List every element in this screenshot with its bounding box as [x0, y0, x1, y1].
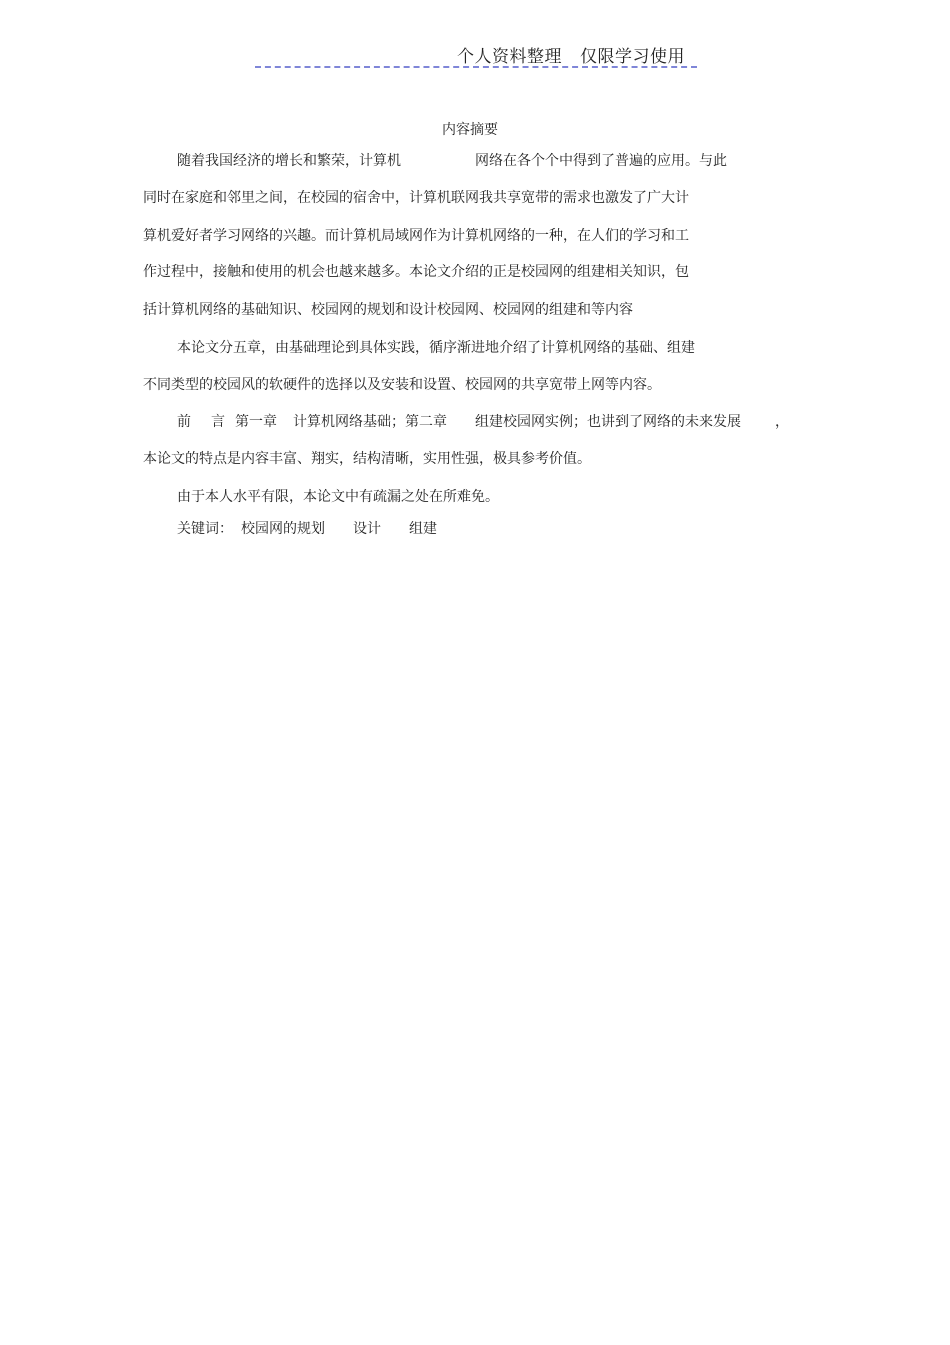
- para1-line1-b: 网络在各个个中得到了普遍的应用。与此: [475, 153, 727, 169]
- page-header: [255, 40, 697, 68]
- header-part1: 个人资料整理: [457, 47, 562, 67]
- para2-line1: 本论文分五章，由基础理论到具体实践，循序渐进地介绍了计算机网络的基础、组建: [177, 340, 695, 356]
- para4-line: 由于本人水平有限，本论文中有疏漏之处在所难免。: [177, 489, 499, 505]
- keywords-label: 关键词：: [177, 521, 233, 537]
- header-text: [457, 42, 685, 67]
- para1-line1: [177, 152, 727, 170]
- para1-line5: 括计算机网络的基础知识、校园网的规划和设计校园网、校园网的组建和等内容: [143, 302, 633, 318]
- para3-b: 言: [211, 414, 225, 430]
- para3-a: 前: [177, 414, 191, 430]
- para3-e: 组建校园网实例；也讲到了网络的未来发展: [475, 414, 741, 430]
- keyword-2: 设计: [353, 521, 381, 537]
- para1-line1-a: 随着我国经济的增长和繁荣，计算机: [177, 153, 401, 169]
- para1-line2: 同时在家庭和邻里之间，在校园的宿舍中，计算机联网我共享宽带的需求也激发了广大计: [143, 190, 689, 206]
- para1-line3: 算机爱好者学习网络的兴趣。而计算机局域网作为计算机网络的一种，在人们的学习和工: [143, 228, 689, 244]
- para3-c: 第一章: [235, 414, 277, 430]
- keyword-3: 组建: [409, 521, 437, 537]
- para2-line2: 不同类型的校园风的软硬件的选择以及安装和设置、校园网的共享宽带上网等内容。: [143, 377, 661, 393]
- abstract-title: 内容摘要: [442, 122, 498, 138]
- header-part2: 仅限学习使用: [580, 47, 685, 67]
- para1-line4: 作过程中，接触和使用的机会也越来越多。本论文介绍的正是校园网的组建相关知识，包: [143, 264, 689, 280]
- para3-f: ，: [775, 414, 789, 430]
- para3-line2: 本论文的特点是内容丰富、翔实，结构清晰，实用性强，极具参考价值。: [143, 451, 591, 467]
- para3-d: 计算机网络基础；第二章: [293, 414, 447, 430]
- keywords-line: [177, 520, 437, 538]
- para3-line1: [177, 413, 789, 431]
- keyword-1: 校园网的规划: [241, 521, 325, 537]
